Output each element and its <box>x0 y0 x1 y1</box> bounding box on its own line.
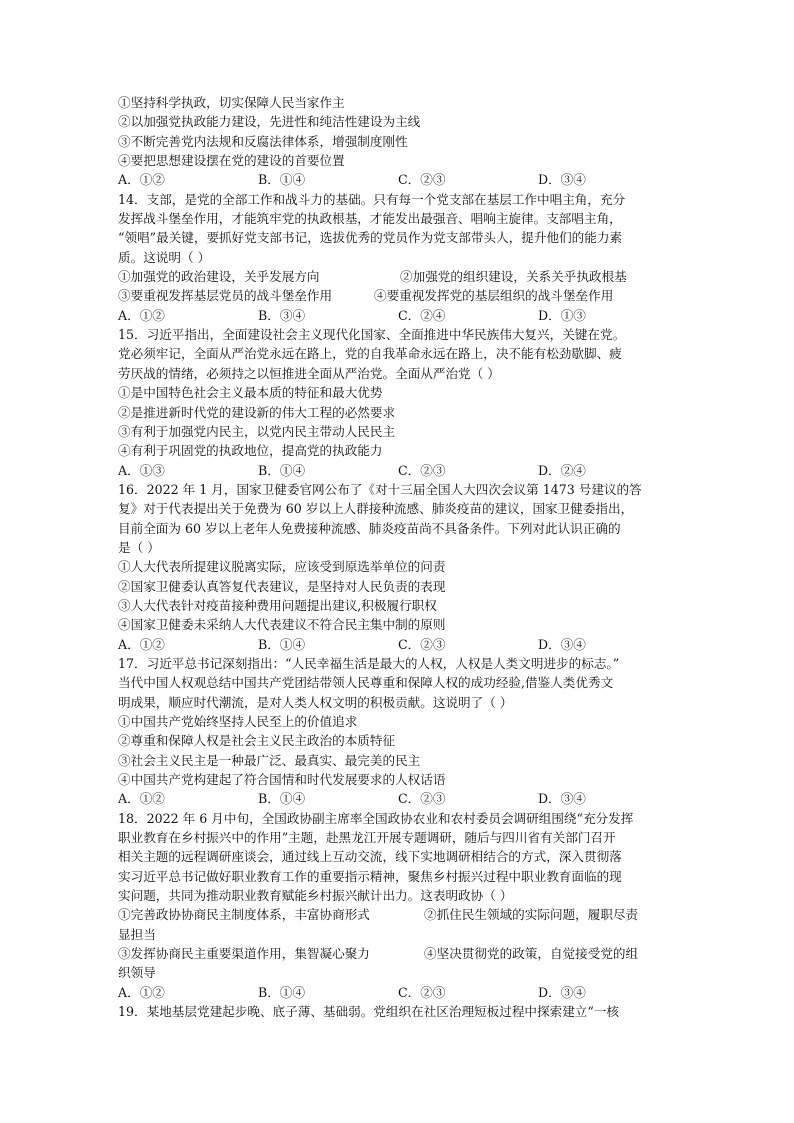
q18-answer-d: D．③④ <box>538 984 586 1000</box>
q16-stem-line: 目前全面为 60 岁以上老年人免费接种流感、肺炎疫苗尚不具备条件。下列对此认识正确的 <box>118 520 621 536</box>
q16-option-2: ②国家卫健委认真答复代表建议，是坚持对人民负责的表现 <box>118 578 446 594</box>
q15-stem-line: 党必须牢记，全面从严治党永远在路上，党的自我革命永远在路上，决不能有松劲歇脚、疲 <box>118 346 622 362</box>
q15-answer-a: A．①③ <box>118 462 165 478</box>
q16-answer-a: A．①② <box>118 636 165 652</box>
q14-options-row-1 <box>118 267 678 286</box>
q14-answer-d: D．①③ <box>538 307 586 323</box>
q13-option-4: ④要把思想建设摆在党的建设的首要位置 <box>118 153 345 169</box>
q16-answer-d: D．③④ <box>538 636 586 652</box>
q15-answer-d: D．②④ <box>538 462 586 478</box>
q18-option-4: ④坚决贯彻党的政策，自觉接受党的组 <box>424 946 639 962</box>
q14-stem-line: “领唱”最关键，要抓好党支部书记，选拔优秀的党员作为党支部带头人，提升他们的能力素 <box>118 230 623 246</box>
q18-option-1: ①完善政协协商民主制度体系，丰富协商形式 <box>118 907 370 923</box>
q13-answer-c: C．②③ <box>398 172 446 188</box>
q15-answer-c: C．②③ <box>398 462 446 478</box>
q17-answer-c: C．②③ <box>398 791 446 807</box>
q18-answer-b: B．①④ <box>258 984 306 1000</box>
q16-stem <box>118 480 678 557</box>
q15-option-2: ②是推进新时代党的建设新的伟大工程的必然要求 <box>118 404 396 420</box>
q14-stem-line: 发挥战斗堡垒作用，才能筑牢党的执政根基，才能发出最强音、唱响主旋律。支部唱主角， <box>118 211 622 227</box>
q14-answer-c: C．②④ <box>398 307 446 323</box>
q18-option-4-continued: 织领导 <box>118 965 156 981</box>
q17-answer-a: A．①② <box>118 791 165 807</box>
q16-stem-line: 复》对于代表提出关于免费为 60 岁以上人群接种流感、肺炎疫苗的建议，国家卫健委指出， <box>118 501 634 517</box>
q14-options-row-2 <box>118 286 678 305</box>
q16-answer-c: C．②③ <box>398 636 446 652</box>
q15-option-1: ①是中国特色社会主义最本质的特征和最大优势 <box>118 385 383 401</box>
q17-stem-line: 当代中国人权观总结中国共产党团结带领人民尊重和保障人权的成功经验,借鉴人类优秀文 <box>118 675 614 691</box>
q15-stem <box>118 325 678 383</box>
q18-answer-c: C．②③ <box>398 984 446 1000</box>
q14-stem-line: 14．支部，是党的全部工作和战斗力的基础。只有每一个党支部在基层工作中唱主角，充分 <box>118 191 626 207</box>
q14-stem <box>118 190 678 267</box>
q13-answer-a: A．①② <box>118 172 165 188</box>
q15-option-4: ④有利于巩固党的执政地位，提高党的执政能力 <box>118 443 383 459</box>
q14-option-3: ③要重视发挥基层党员的战斗堡垒作用 <box>118 288 333 304</box>
q13-answers <box>118 170 678 189</box>
q14-stem-line: 质。这说明（ ） <box>118 249 211 265</box>
q17-answer-d: D．③④ <box>538 791 586 807</box>
q13-option-1: ①坚持科学执政，切实保障人民当家作主 <box>118 95 345 110</box>
q17-answer-b: B．①④ <box>258 791 306 807</box>
q16-option-4: ④国家卫健委未采纳人大代表建议不符合民主集中制的原则 <box>118 617 446 633</box>
q13-answer-b: B．①④ <box>258 172 306 188</box>
q15-answers <box>118 461 678 480</box>
q18-stem <box>118 809 678 906</box>
q16-stem-line: 是（ ） <box>118 539 160 555</box>
q17-option-1: ①中国共产党始终坚持人民至上的价值追求 <box>118 714 358 729</box>
q18-stem-line: 相关主题的远程调研座谈会，通过线上互动交流，线下实地调研相结合的方式，深入贯彻落 <box>118 849 622 865</box>
q16-option-1: ①人大代表所提建议脱离实际，应该受到原选举单位的问责 <box>118 559 446 575</box>
q14-answers <box>118 306 678 325</box>
q17-option-4: ④中国共产党构建起了符合国情和时代发展要求的人权话语 <box>118 772 446 788</box>
q18-options-row-2 <box>118 944 678 963</box>
q15-stem-line: 15．习近平指出，全面建设社会主义现代化国家、全面推进中华民族伟大复兴，关键在党。 <box>118 327 626 343</box>
q14-option-2: ②加强党的组织建设，关系关乎执政根基 <box>400 269 627 285</box>
q13-option-2: ②以加强党执政能力建设，先进性和纯洁性建设为主线 <box>118 114 421 130</box>
q18-option-2-continued: 显担当 <box>118 926 156 942</box>
q15-stem-line: 劳厌战的情绪，必须持之以恒推进全面从严治党。全面从严治党（ ） <box>118 365 500 381</box>
q17-option-3: ③社会主义民主是一种最广泛、最真实、最完美的民主 <box>118 752 421 768</box>
q14-answer-a: A．①② <box>118 307 165 323</box>
q15-options <box>118 383 678 460</box>
q15-answer-b: B．①④ <box>258 462 306 478</box>
q17-answers <box>118 789 678 808</box>
q18-stem-line: 18．2022 年 6 月中旬，全国政协副主席率全国政协农业和农村委员会调研组围绕“充分发挥 <box>118 810 634 826</box>
q15-option-3: ③有利于加强党内民主，以党内民主带动人民民主 <box>118 423 396 439</box>
q13-option-3: ③不断完善党内法规和反腐法律体系，增强制度刚性 <box>118 133 408 149</box>
q17-stem <box>118 654 678 712</box>
q17-stem-line: 明成果，顺应时代潮流，是对人类人权文明的积极贡献。这说明了（ ） <box>118 694 513 710</box>
q16-options <box>118 557 678 634</box>
q14-answer-b: B．③④ <box>258 307 306 323</box>
exam-page <box>118 93 678 1022</box>
q14-option-1: ①加强党的政治建设，关乎发展方向 <box>118 269 320 285</box>
q18-options-row-1 <box>118 905 678 924</box>
q18-answer-a: A．①② <box>118 984 165 1000</box>
q13-options <box>118 93 678 170</box>
q17-options <box>118 712 678 789</box>
q18-stem-line: 实习近平总书记做好职业教育工作的重要指示精神，聚焦乡村振兴过程中职业教育面临的现 <box>118 868 622 884</box>
q18-stem-line: 职业教育在乡村振兴中的作用”主题，赴黑龙江开展专题调研，随后与四川省有关部门召开 <box>118 830 616 846</box>
q17-option-2: ②尊重和保障人权是社会主义民主政治的本质特征 <box>118 733 396 749</box>
q14-option-4: ④要重视发挥党的基层组织的战斗堡垒作用 <box>374 288 614 304</box>
q18-answers <box>118 983 678 1002</box>
q16-answers <box>118 635 678 654</box>
q19-stem-line: 19．某地基层党建起步晚、底子薄、基础弱。党组织在社区治理短板过程中探索建立“一核 <box>118 1004 620 1020</box>
q17-stem-line: 17．习近平总书记深刻指出：“人民幸福生活是最大的人权，人权是人类文明进步的标志。” <box>118 655 620 671</box>
q16-stem-line: 16．2022 年 1 月，国家卫健委官网公布了《对十三届全国人大四次会议第 1473 号建议的答 <box>118 481 642 497</box>
q18-stem-line: 实问题，共同为推动职业教育赋能乡村振兴献计出力。这表明政协（ ） <box>118 888 513 904</box>
q16-option-3: ③人大代表针对疫苗接种费用问题提出建议,积极履行职权 <box>118 597 437 613</box>
q18-option-3: ③发挥协商民主重要渠道作用，集智凝心聚力 <box>118 946 370 962</box>
q16-answer-b: B．①④ <box>258 636 306 652</box>
q13-answer-d: D．③④ <box>538 172 586 188</box>
q18-option-2: ②抓住民生领域的实际问题，履职尽责 <box>424 907 639 923</box>
